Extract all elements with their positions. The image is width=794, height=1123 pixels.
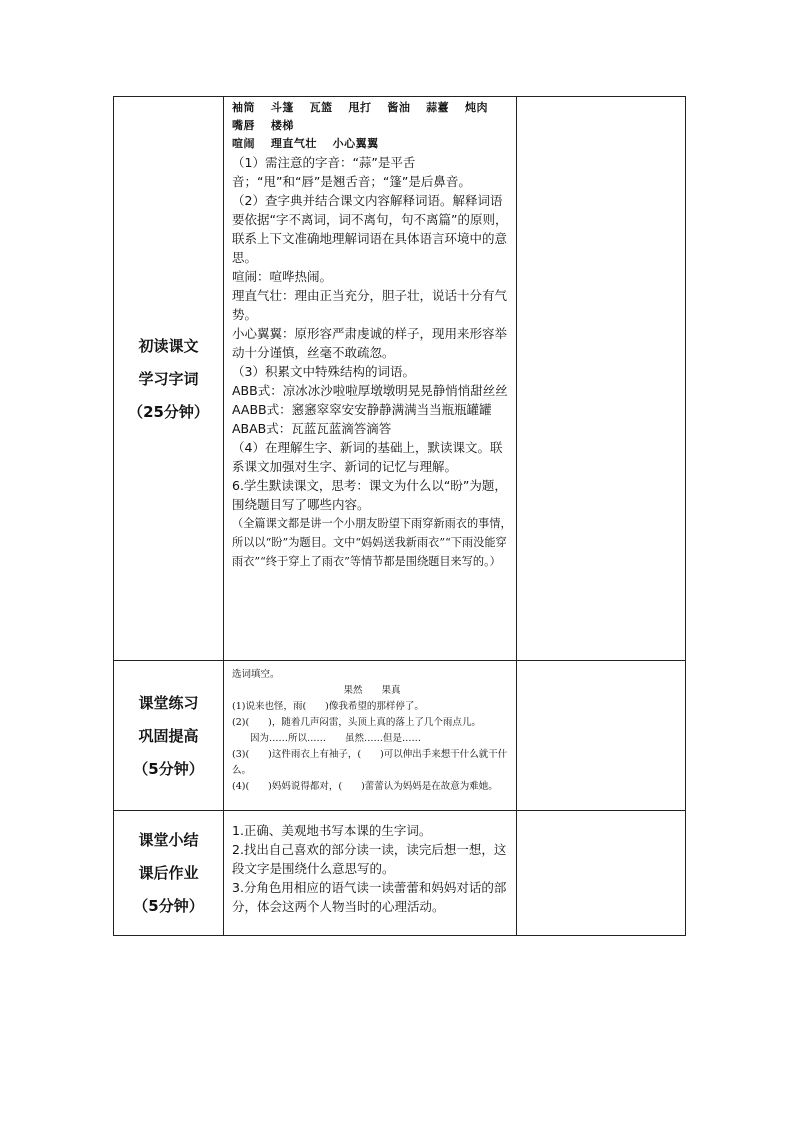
row-label: 课堂练习 — [138, 693, 199, 712]
exercise-question: (4)( )妈妈说得都对，( )蕾蕾认为妈妈是在故意为难她。 — [232, 781, 498, 792]
row-label: 课后作业 — [138, 864, 199, 882]
text-line: （3）积累文中特殊结构的词语。 — [232, 364, 415, 379]
text-line: （1）需注意的字音：“蒜”是平舌音；“甩”和“唇”是翘舌音；“篷”是后鼻音。 — [232, 155, 471, 189]
empty-cell — [517, 811, 686, 936]
homework-item: 1.正确、美观地书写本课的生字词。 — [232, 823, 432, 838]
text-line: 理直气壮：理由正当充分，胆子壮，说话十分有气势。 — [232, 288, 508, 322]
row-label: （5分钟） — [133, 759, 204, 778]
row-label: （25分钟） — [128, 402, 209, 421]
text-line: 喧闹：喧哗热闹。 — [232, 269, 333, 284]
homework-cell — [224, 811, 517, 936]
table-row — [114, 811, 686, 936]
vocab-line: 喧闹 理直气壮 小心翼翼 — [232, 137, 379, 150]
word-options: 果然 果真 — [343, 685, 401, 696]
row-label: （5分钟） — [133, 897, 204, 915]
exercise-cell — [224, 661, 517, 811]
exercise-question: (3)( )这件雨衣上有袖子，( )可以伸出手来想干什么就干什么。 — [232, 749, 508, 776]
row-label: 课堂小结 — [138, 831, 199, 849]
text-line: AABB式：窸窸窣窣安安静静满满当当瓶瓶罐罐 — [232, 402, 492, 417]
exercise-question: (2)( )，随着几声闷雷，头顶上真的落上了几个雨点儿。 — [232, 717, 481, 728]
table-row — [114, 97, 686, 661]
row-label: 巩固提高 — [138, 726, 199, 745]
content-cell — [224, 97, 517, 661]
text-line: ABB式：凉冰冰沙啦啦厚墩墩明晃晃静悄悄甜丝丝 — [232, 383, 508, 398]
row-label: 初读课文 — [138, 336, 199, 355]
text-line: 小心翼翼：原形容严肃虔诚的样子，现用来形容举动十分谨慎，丝毫不敢疏忽。 — [232, 326, 508, 360]
text-line: （4）在理解生字、新词的基础上，默读课文。联系课文加强对生字、新词的记忆与理解。 — [232, 440, 503, 474]
lesson-plan-table — [113, 96, 686, 936]
text-line: （2）查字典并结合课文内容解释词语。解释词语要依据“字不离词，词不离句，句不离篇”的原则，联系上下文准确地理解词语在具体语言环境中的意思。 — [232, 193, 508, 265]
exercise-question: (1)说来也怪，雨( )像我希望的那样停了。 — [232, 701, 424, 712]
row-label-cell — [114, 661, 224, 811]
text-line: ABAB式：瓦蓝瓦蓝滴答滴答 — [232, 421, 392, 436]
text-line: 6.学生默读课文，思考：课文为什么以“盼”为题，围绕题目写了哪些内容。 — [232, 478, 507, 512]
empty-cell — [517, 97, 686, 661]
word-options: 因为……所以…… 虽然……但是…… — [250, 733, 422, 744]
vocab-line: 袖筒 斗篷 瓦篮 甩打 酱油 蒜薹 炖肉 — [232, 101, 488, 114]
row-label: 学习字词 — [138, 369, 199, 388]
row-label-cell — [114, 97, 224, 661]
answer-note: （全篇课文都是讲一个小朋友盼望下雨穿新雨衣的事情，所以以“盼”为题目。文中“妈妈送我新雨衣”“下雨没能穿雨衣”“终于穿上了雨衣”等情节都是围绕题目来写的。） — [232, 517, 512, 568]
table-row — [114, 661, 686, 811]
homework-item: 3.分角色用相应的语气读一读蕾蕾和妈妈对话的部分，体会这两个人物当时的心理活动。 — [232, 880, 507, 914]
vocab-line: 嘴唇 楼梯 — [232, 119, 294, 132]
empty-cell — [517, 661, 686, 811]
homework-item: 2.找出自己喜欢的部分读一读，读完后想一想，这段文字是围绕什么意思写的。 — [232, 842, 507, 876]
row-label-cell — [114, 811, 224, 936]
exercise-intro: 选词填空。 — [232, 669, 280, 680]
